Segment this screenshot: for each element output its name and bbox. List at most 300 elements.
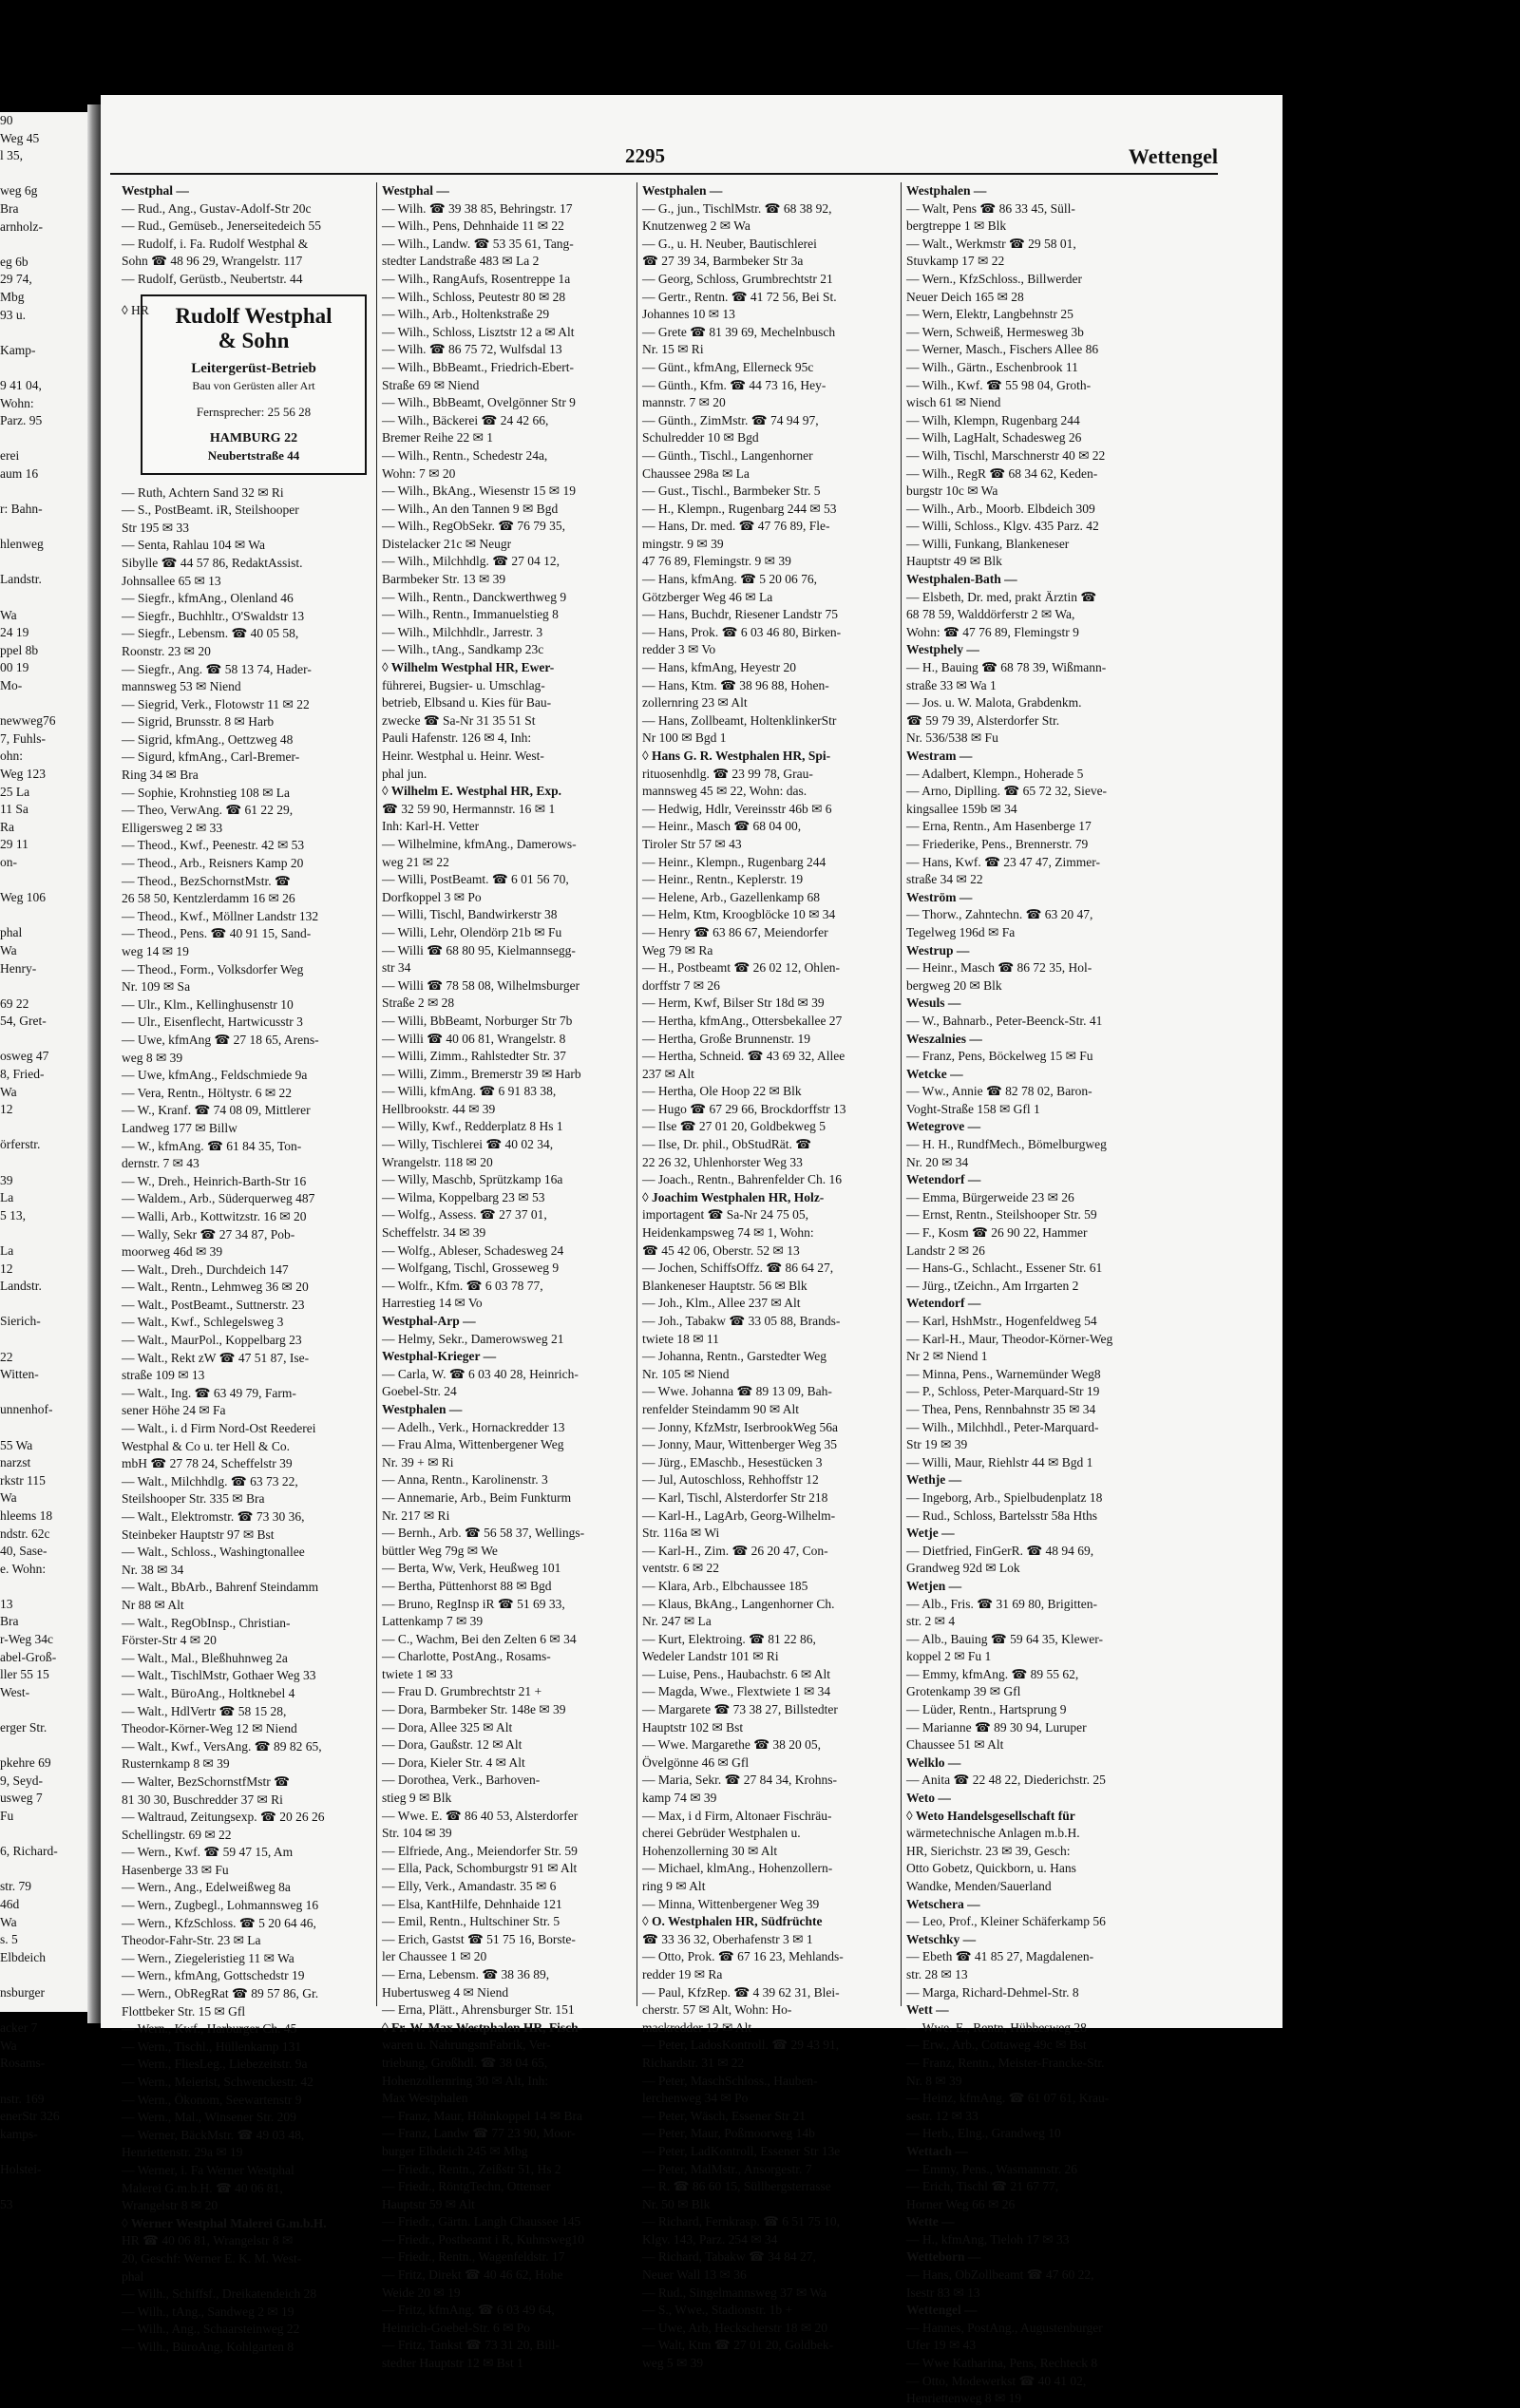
- directory-entry-line: 47 76 89, Flemingstr. 9 ✉ 39: [642, 554, 791, 569]
- directory-entry-line: — Wern., Zugbegl., Lohmannsweg 16: [122, 1898, 319, 1913]
- directory-entry-line: burgstr 10c ✉ Wa: [906, 483, 998, 499]
- directory-entry-line: waren u. NahrungsmFabrik, Ver-: [382, 2038, 551, 2053]
- directory-entry-line: Roonstr. 23 ✉ 20: [122, 643, 211, 658]
- directory-entry-line: — Hans, Ktm. ☎ 38 96 88, Hohen-: [642, 677, 829, 692]
- directory-entry-line: Westphal-Arp —: [382, 1314, 476, 1328]
- directory-entry-line: — Kurt, Elektroing. ☎ 81 22 86,: [642, 1631, 816, 1646]
- directory-entry-line: Sibylle ☎ 44 57 86, RedaktAssist.: [122, 555, 303, 570]
- directory-entry-line: [0, 1384, 87, 1402]
- directory-entry-line: r-Weg 34c: [0, 1632, 53, 1647]
- directory-entry-line: Flottbeker Str. 15 ✉ Gfl: [122, 2003, 246, 2019]
- directory-entry-line: — Erich, Gastst ☎ 51 75 16, Borste-: [382, 1931, 576, 1946]
- directory-entry-line: — Willy, Maschb, Sprützkamp 16a: [382, 1172, 563, 1187]
- directory-entry-line: ◊ O. Westphalen HR, Südfrüchte: [642, 1914, 823, 1929]
- directory-entry-line: — Walt, Ktm ☎ 27 01 20, Goldbek-: [642, 2338, 834, 2353]
- directory-entry-line: — Hertha, kfmAng., Ottersbekallee 27: [642, 1013, 843, 1028]
- directory-entry-line: — Anna, Rentn., Karolinenstr. 3: [382, 1472, 548, 1488]
- directory-entry-line: — Günt., kfmAng, Ellerneck 95c: [642, 359, 814, 374]
- directory-entry-line: pkehre 69: [0, 1755, 51, 1771]
- directory-entry-line: cherstr. 57 ✉ Alt, Wohn: Ho-: [642, 2002, 792, 2018]
- directory-entry-line: on-: [0, 854, 17, 869]
- directory-entry-line: Wohn: 7 ✉ 20: [382, 465, 456, 481]
- directory-entry-line: — Wilh., Ang., Schaarsteinweg 22: [122, 2322, 300, 2337]
- directory-entry-line: Rosams-: [0, 2056, 46, 2071]
- directory-entry-line: [0, 1331, 87, 1349]
- directory-entry-line: Heidenkampsweg 74 ✉ 1, Wohn:: [642, 1225, 814, 1241]
- directory-entry-line: — Elfriede, Ang., Meiendorfer Str. 59: [382, 1843, 578, 1858]
- directory-entry-line: ◊ Wilhelm E. Westphal HR, Exp.: [382, 784, 561, 799]
- directory-entry-line: Fu: [0, 1809, 14, 1823]
- directory-entry-line: — Senta, Rahlau 104 ✉ Wa: [122, 538, 265, 553]
- directory-entry-line: Nr. 20 ✉ 34: [906, 1154, 969, 1169]
- directory-entry-line: — Wern., Mal., Winsener Str. 209: [122, 2110, 296, 2125]
- directory-entry-line: — Hertha, Schneid. ☎ 43 69 32, Allee: [642, 1049, 846, 1064]
- directory-entry-line: — Maria, Sekr. ☎ 27 84 34, Krohns-: [642, 1773, 838, 1788]
- directory-entry-line: Klgv. 143, Parz. 254 ✉ 34: [642, 2231, 778, 2247]
- directory-entry-line: 9, Seyd-: [0, 1773, 43, 1788]
- directory-entry-line: unnenhof-: [0, 1402, 53, 1417]
- directory-entry-line: Wa: [0, 1084, 17, 1099]
- directory-entry-line: Wetschera —: [906, 1896, 980, 1911]
- directory-entry-line: — Emmy, kfmAng. ☎ 89 55 62,: [906, 1666, 1079, 1681]
- directory-entry-line: mbH ☎ 27 78 24, Scheffelstr 39: [122, 1456, 293, 1471]
- directory-entry-line: Str. 116a ✉ Wi: [642, 1526, 720, 1541]
- directory-entry-line: nstr. 169: [0, 2091, 45, 2106]
- directory-entry-line: Horner Weg 66 ✉ 26: [906, 2196, 1016, 2211]
- directory-entry-line: — Ulr., Eisenflecht, Hartwicusstr 3: [122, 1014, 303, 1030]
- directory-entry-line: 93 u.: [0, 307, 26, 322]
- directory-entry-line: [0, 589, 87, 607]
- directory-entry-line: — Wwe. Margarethe ☎ 38 20 05,: [642, 1737, 822, 1753]
- directory-entry-line: ventstr. 6 ✉ 22: [642, 1561, 720, 1576]
- directory-entry-line: — Willi, Lehr, Olendörp 21b ✉ Fu: [382, 924, 562, 939]
- directory-entry-line: Wetegrove —: [906, 1119, 981, 1134]
- directory-entry-line: Westphal —: [122, 183, 189, 198]
- directory-entry-line: [0, 483, 87, 501]
- directory-entry-line: — Georg, Schloss, Grumbrechtstr 21: [642, 271, 833, 286]
- directory-entry-line: — Ilse, Dr. phil., ObStudRät. ☎: [642, 1137, 812, 1152]
- directory-entry-line: 81 30 30, Buschredder 37 ✉ Ri: [122, 1792, 283, 1807]
- directory-entry-line: s. 5: [0, 1932, 18, 1947]
- directory-entry-line: — Emma, Bürgerweide 23 ✉ 26: [906, 1189, 1074, 1204]
- directory-entry-line: lerchenweg 34 ✉ Po: [642, 2091, 749, 2106]
- directory-entry-line: dorffstr 7 ✉ 26: [642, 977, 720, 993]
- directory-entry-line: Westphalen-Bath —: [906, 572, 1017, 587]
- directory-entry-line: — Wilh., Landw. ☎ 53 35 61, Tang-: [382, 236, 574, 251]
- directory-entry-line: eg 6b: [0, 254, 28, 269]
- directory-entry-line: Grandweg 92d ✉ Lok: [906, 1561, 1020, 1576]
- directory-entry-line: osweg 47: [0, 1049, 49, 1064]
- column-1: [122, 182, 372, 2354]
- directory-entry-line: phal: [122, 2268, 144, 2284]
- directory-entry-line: Wa: [0, 1914, 17, 1929]
- column-2: [382, 182, 633, 2371]
- directory-entry-line: hlenweg: [0, 537, 44, 552]
- directory-entry-line: rituosenhdlg. ☎ 23 99 78, Grau-: [642, 766, 813, 781]
- directory-entry-line: Knutzenweg 2 ✉ Wa: [642, 218, 750, 234]
- directory-entry-line: — Vera, Rentn., Höltystr. 6 ✉ 22: [122, 1085, 293, 1100]
- directory-entry-line: Wettach —: [906, 2143, 968, 2158]
- directory-entry-line: — Friedr., RöntgTechn, Ottenser: [382, 2179, 551, 2194]
- directory-entry-line: — Walt., Rekt zW ☎ 47 51 87, Ise-: [122, 1350, 310, 1365]
- directory-entry-line: — Hugo ☎ 67 29 66, Brockdorffstr 13: [642, 1101, 846, 1116]
- directory-entry-line: Weg 123: [0, 766, 47, 781]
- directory-entry-line: Nr. 38 ✉ 34: [122, 1562, 184, 1577]
- directory-entry-line: [0, 359, 87, 377]
- directory-entry-line: — Magda, Wwe., Flextwiete 1 ✉ 34: [642, 1684, 831, 1699]
- directory-entry-line: — Wilh., tAng., Sandkamp 23c: [382, 642, 544, 657]
- directory-entry-line: Chaussee 298a ✉ La: [642, 465, 750, 481]
- directory-entry-line: — Hans, kfmAng, Heyestr 20: [642, 660, 796, 675]
- directory-entry-line: — Paul, KfzRep. ☎ 4 39 62 31, Blei-: [642, 1984, 840, 2000]
- directory-entry-line: Str 19 ✉ 39: [906, 1437, 968, 1452]
- directory-entry-line: — Walt., Rentn., Lehmweg 36 ✉ 20: [122, 1280, 309, 1295]
- directory-entry-line: — Ella, Pack, Schomburgstr 91 ✉ Alt: [382, 1861, 578, 1876]
- directory-entry-line: weg 6g: [0, 183, 38, 199]
- directory-entry-line: Wa: [0, 1490, 17, 1506]
- directory-entry-line: Wa: [0, 607, 17, 622]
- directory-entry-line: — Leo, Prof., Kleiner Schäferkamp 56: [906, 1914, 1106, 1929]
- directory-entry-line: Ring 34 ✉ Bra: [122, 768, 199, 783]
- directory-entry-line: — Walt., TischlMstr, Gothaer Weg 33: [122, 1668, 316, 1683]
- directory-entry-line: [0, 2002, 87, 2020]
- directory-entry-line: 24 19: [0, 625, 29, 640]
- directory-entry-line: — Wilh., BkAng., Wiesenstr 15 ✉ 19: [382, 483, 576, 499]
- directory-entry-line: Hauptstr 49 ✉ Blk: [906, 554, 1002, 569]
- directory-entry-line: Hohenzollernring 30 ✉ Alt, Inh:: [382, 2073, 549, 2088]
- directory-entry-line: — Wern., Kwf. ☎ 59 47 15, Am: [122, 1845, 294, 1860]
- directory-entry-line: — Wern., Meierist, Schwenckestr. 42: [122, 2075, 314, 2089]
- directory-entry-line: [0, 2143, 87, 2161]
- directory-entry-line: — Peter, LadosKontroll. ☎ 29 43 91,: [642, 2038, 840, 2053]
- directory-entry-line: — P., Schloss, Peter-Marquard-Str 19: [906, 1384, 1100, 1399]
- directory-entry-line: Blankeneser Hauptstr. 56 ✉ Blk: [642, 1278, 808, 1293]
- column-divider: [376, 182, 377, 2006]
- directory-entry-line: Heinr. Westphal u. Heinr. West-: [382, 749, 544, 763]
- directory-entry-line: Straße 69 ✉ Niend: [382, 377, 480, 392]
- directory-entry-line: Isestr 83 ✉ 13: [906, 2285, 980, 2300]
- directory-entry-line: — Theod., BezSchornstMstr. ☎: [122, 873, 291, 888]
- directory-entry-line: ring 9 ✉ Alt: [642, 1879, 706, 1893]
- directory-entry-line: [0, 1861, 87, 1879]
- directory-entry-line: Landweg 177 ✉ Billw: [122, 1120, 238, 1135]
- directory-entry-line: 22 26 32, Uhlenhorster Weg 33: [642, 1154, 803, 1169]
- directory-entry-line: zwecke ☎ Sa-Nr 31 35 51 St: [382, 712, 536, 728]
- directory-entry-line: West-: [0, 1684, 30, 1699]
- directory-entry-line: phal: [0, 925, 23, 940]
- directory-entry-line: — Adalbert, Klempn., Hoherade 5: [906, 766, 1084, 781]
- directory-entry-line: — Theo, VerwAng. ☎ 61 22 29,: [122, 803, 294, 818]
- column-divider: [901, 182, 902, 2006]
- directory-entry-line: 69 22: [0, 995, 29, 1011]
- directory-entry-line: Neuer Deich 165 ✉ 28: [906, 289, 1024, 304]
- directory-entry-line: Bra: [0, 1614, 19, 1629]
- ad-description: Bau von Gerüsten aller Art: [192, 378, 315, 392]
- directory-entry-line: Wetteborn —: [906, 2249, 981, 2265]
- directory-entry-line: Lattenkamp 7 ✉ 39: [382, 1614, 484, 1629]
- directory-entry-line: 11 Sa: [0, 802, 28, 817]
- directory-entry-line: — Theod., Form., Volksdorfer Weg: [122, 961, 304, 976]
- running-head: Wettengel: [1128, 144, 1218, 168]
- directory-entry-line: Heinrich-Goebel-Str. 6 ✉ Po: [382, 2320, 531, 2335]
- directory-entry-line: — Jul, Autoschloss, Rehhoffstr 12: [642, 1472, 819, 1488]
- directory-entry-line: nsburger: [0, 1984, 45, 2000]
- directory-entry-line: — S., Wwe., Stadionstr. 1b +: [642, 2303, 793, 2318]
- directory-entry-line: — Friedr., Rentn., Wagenfeldstr. 17: [382, 2249, 565, 2265]
- directory-entry-line: Landstr.: [0, 1279, 42, 1294]
- directory-entry-line: — Karl, HshMstr., Hogenfeldweg 54: [906, 1314, 1097, 1328]
- directory-entry-line: ◊ Hans G. R. Westphalen HR, Spi-: [642, 749, 831, 763]
- directory-entry-line: — Theod., Arb., Reisners Kamp 20: [122, 856, 304, 871]
- directory-entry-line: — Siegfr., Ang. ☎ 58 13 74, Hader-: [122, 661, 312, 676]
- header-rule: [110, 173, 1218, 175]
- directory-entry-line: — Dora, Allee 325 ✉ Alt: [382, 1719, 513, 1735]
- directory-entry-line: [0, 1826, 87, 1844]
- directory-entry-line: — Wilh., An den Tannen 9 ✉ Bgd: [382, 501, 559, 516]
- directory-entry-line: HR ☎ 40 06 81, Wrangelstr 8 ✉: [122, 2233, 294, 2248]
- directory-entry-line: — Thea, Pens, Rennbahnstr 35 ✉ 34: [906, 1401, 1096, 1416]
- directory-entry-line: — Jonny, Maur, Wittenberger Weg 35: [642, 1437, 838, 1452]
- directory-entry-line: — Wern., KfzSchloss. ☎ 5 20 64 46,: [122, 1915, 316, 1930]
- directory-entry-line: — W., Kranf. ☎ 74 08 09, Mittlerer: [122, 1103, 311, 1118]
- directory-entry-line: — Wilh., Milchhdl., Peter-Marquard-: [906, 1419, 1099, 1434]
- directory-entry-line: — Helmy, Sekr., Damerowsweg 21: [382, 1331, 564, 1346]
- directory-entry-line: Nr. 536/538 ✉ Fu: [906, 730, 998, 746]
- column-3: [642, 182, 893, 2371]
- directory-entry-line: — Heinr., Masch ☎ 86 72 35, Hol-: [906, 960, 1092, 976]
- previous-page-edge: [0, 112, 87, 2212]
- directory-entry-line: weg 21 ✉ 22: [382, 854, 449, 869]
- directory-entry-line: mackredder 13 ✉ Alt: [642, 2019, 752, 2035]
- directory-entry-line: — Walt., Ing. ☎ 63 49 79, Farm-: [122, 1385, 296, 1400]
- directory-entry-line: Nr. 217 ✉ Ri: [382, 1507, 450, 1523]
- directory-entry-line: — Walt., Schloss., Washingtonallee: [122, 1545, 305, 1560]
- directory-entry-line: mannstr. 7 ✉ 20: [642, 395, 726, 410]
- directory-entry-line: Wa: [0, 2038, 17, 2053]
- directory-entry-line: 8, Fried-: [0, 1067, 45, 1082]
- directory-entry-line: Hohenzollerning 30 ✉ Alt: [642, 1843, 778, 1858]
- directory-entry-line: — Wolfr., Kfm. ☎ 6 03 78 77,: [382, 1278, 543, 1293]
- directory-entry-line: — Willi, kfmAng. ☎ 6 91 83 38,: [382, 1084, 557, 1099]
- directory-entry-line: — Waltraud, Zeitungsexp. ☎ 20 26 26: [122, 1810, 325, 1825]
- directory-entry-line: r: Bahn-: [0, 502, 43, 517]
- directory-entry-line: — Ingeborg, Arb., Spielbudenplatz 18: [906, 1489, 1103, 1505]
- directory-entry-line: — Willi, Funkang, Blankeneser: [906, 536, 1070, 551]
- directory-entry-line: Weszalnies —: [906, 1031, 982, 1046]
- directory-entry-line: [0, 1154, 87, 1172]
- directory-entry-line: — Wilh., Milchhdlr., Jarrestr. 3: [382, 624, 543, 639]
- directory-entry-line: Otto Gobetz, Quickborn, u. Hans: [906, 1861, 1076, 1876]
- directory-entry-line: La: [0, 1190, 14, 1205]
- directory-entry-line: — Sophie, Krohnstieg 108 ✉ La: [122, 785, 291, 800]
- directory-entry-line: ☎ 27 39 34, Barmbeker Str 3a: [642, 254, 804, 269]
- directory-entry-line: — Heinz, kfmAng. ☎ 61 07 61, Krau-: [906, 2091, 1110, 2106]
- directory-entry-line: rkstr 115: [0, 1472, 46, 1488]
- directory-entry-line: — Wwe. E. ☎ 86 40 53, Alsterdorfer: [382, 1808, 579, 1823]
- directory-entry-line: — Frau D. Grumbrechtstr 21 +: [382, 1684, 542, 1699]
- directory-entry-line: — Thorw., Zahntechn. ☎ 63 20 47,: [906, 907, 1093, 922]
- directory-entry-line: — Wern, Elektr, Langbehnstr 25: [906, 307, 1074, 322]
- directory-entry-line: — Siegfr., kfmAng., Olenland 46: [122, 591, 294, 606]
- directory-entry-line: ◊ Weto Handelsgesellschaft für: [906, 1808, 1075, 1823]
- directory-entry-line: — Emil, Rentn., Hultschiner Str. 5: [382, 1914, 560, 1929]
- directory-entry-line: — Willi, Zimm., Rahlstedter Str. 37: [382, 1049, 566, 1064]
- directory-entry-line: burger Elbdeich 245 ✉ Mbg: [382, 2143, 528, 2158]
- directory-entry-line: — Elsbeth, Dr. med, prakt Ärztin ☎: [906, 589, 1097, 604]
- directory-entry-line: — Walt., PostBeamt., Suttnerstr. 23: [122, 1297, 305, 1312]
- directory-entry-line: — Max, i d Firm, Altonaer Fischräu-: [642, 1808, 832, 1823]
- directory-entry-line: — Hans-G., Schlacht., Essener Str. 61: [906, 1261, 1103, 1276]
- directory-entry-line: Nr 88 ✉ Alt: [122, 1597, 184, 1612]
- directory-entry-line: — Wolfgang, Tischl, Grosseweg 9: [382, 1261, 560, 1276]
- directory-entry-line: — G., u. H. Neuber, Bautischlerei: [642, 236, 817, 251]
- directory-entry-line: Mo-: [0, 678, 23, 692]
- directory-entry-line: Förster-Str 4 ✉ 20: [122, 1633, 217, 1648]
- directory-entry-line: — Theod., Kwf., Peenestr. 42 ✉ 53: [122, 838, 305, 853]
- directory-entry-line: — Wern., Ökonom, Seewartenstr 9: [122, 2092, 302, 2107]
- directory-entry-line: enerStr 326: [0, 2109, 60, 2124]
- directory-entry-line: [0, 2073, 87, 2091]
- directory-entry-line: Schellingstr. 69 ✉ 22: [122, 1827, 232, 1842]
- directory-entry-line: 20, Geschf: Werner E. K. M. West-: [122, 2250, 302, 2266]
- directory-entry-line: Wa: [0, 942, 17, 958]
- directory-entry-line: Grotenkamp 39 ✉ Gfl: [906, 1684, 1021, 1699]
- directory-entry-line: — Walt., HdlVertr ☎ 58 15 28,: [122, 1703, 287, 1718]
- directory-entry-line: Wethje —: [906, 1472, 962, 1488]
- directory-entry-line: — Wwe Katharina, Pens, Rechteck 8: [906, 2356, 1098, 2371]
- directory-entry-line: — Rudolf, i. Fa. Rudolf Westphal &: [122, 236, 309, 251]
- directory-entry-line: Wetendorf —: [906, 1296, 981, 1311]
- directory-entry-line: Wrangelstr 8 ✉ 20: [122, 2198, 218, 2213]
- directory-entry-line: — Wwe. E., Rentn, Hübbesweg 28: [906, 2019, 1087, 2035]
- directory-entry-line: — Walt., Elektromstr. ☎ 73 30 36,: [122, 1509, 305, 1524]
- directory-entry-line: — Alb., Bauing ☎ 59 64 35, Klewer-: [906, 1631, 1104, 1646]
- directory-entry-line: — Walter, BezSchornstfMstr ☎: [122, 1773, 290, 1789]
- directory-entry-line: [0, 430, 87, 448]
- directory-entry-line: bergtreppe 1 ✉ Blk: [906, 218, 1007, 234]
- directory-entry-line: 29 74,: [0, 272, 32, 287]
- directory-entry-line: — Heinr., Rentn., Keplerstr. 19: [642, 872, 804, 887]
- directory-entry-line: Landstr 2 ✉ 26: [906, 1242, 985, 1258]
- directory-entry-line: Nr. 109 ✉ Sa: [122, 979, 191, 995]
- column-4: [906, 182, 1157, 2406]
- ad-subtitle: Leitergerüst-Betrieb: [191, 360, 316, 376]
- directory-entry-line: — Wern., KfzSchloss., Billwerder: [906, 271, 1083, 286]
- directory-entry-line: stedter Landstraße 483 ✉ La 2: [382, 254, 540, 269]
- directory-entry-line: — Wilh., Schiffsf., Dreikatendeich 28: [122, 2286, 317, 2302]
- directory-entry-line: kamps-: [0, 2126, 38, 2141]
- directory-entry-line: ☎ 33 36 32, Oberhafenstr 3 ✉ 1: [642, 1931, 813, 1946]
- directory-entry-line: — Wern, Schweiß, Hermesweg 3b: [906, 324, 1084, 339]
- directory-entry-line: HR, Sierichstr. 23 ✉ 39, Gesch:: [906, 1843, 1071, 1858]
- directory-entry-line: — Wilma, Koppelbarg 23 ✉ 53: [382, 1189, 545, 1204]
- directory-entry-line: — Willi, Maur, Riehlstr 44 ✉ Bgd 1: [906, 1454, 1093, 1469]
- directory-entry-line: — Walt., BüroAng., Holtknebel 4: [122, 1685, 295, 1700]
- directory-entry-line: — R. ☎ 86 60 15, Süllbergsterrasse: [642, 2179, 831, 2194]
- directory-entry-line: Wette —: [906, 2214, 955, 2229]
- directory-entry-line: Scheffelstr. 34 ✉ 39: [382, 1225, 486, 1241]
- directory-entry-line: Distelacker 21c ✉ Neugr: [382, 536, 512, 551]
- directory-entry-line: — Minna, Pens., Warnemünder Weg8: [906, 1366, 1101, 1381]
- directory-entry-line: — Walt., i. d Firm Nord-Ost Reederei: [122, 1421, 316, 1436]
- directory-entry-line: — Günth., ZimMstr. ☎ 74 94 97,: [642, 412, 819, 427]
- directory-entry-line: La: [0, 1243, 14, 1258]
- directory-entry-line: Landstr.: [0, 572, 42, 587]
- directory-entry-line: — Hedwig, Hdlr, Vereinsstr 46b ✉ 6: [642, 801, 832, 816]
- directory-entry-line: [0, 1737, 87, 1755]
- directory-entry-line: 68 78 59, Walddörferstr 2 ✉ Wa,: [906, 607, 1075, 622]
- directory-entry-line: — Günth., Kfm. ☎ 44 73 16, Hey-: [642, 377, 826, 392]
- ad-title-line-1: Rudolf Westphal: [175, 303, 332, 328]
- directory-entry-line: Barmbeker Str. 13 ✉ 39: [382, 572, 506, 587]
- directory-entry-line: — Bertha, Püttenhorst 88 ✉ Bgd: [382, 1578, 552, 1593]
- directory-entry-line: — Helene, Arb., Gazellenkamp 68: [642, 889, 821, 904]
- directory-entry-line: — Wilh., Rentn., Danckwerthweg 9: [382, 589, 567, 604]
- directory-entry-line: Parz. 95: [0, 413, 43, 428]
- directory-entry-line: — Franz, Maur, Höhnkoppel 14 ✉ Bra: [382, 2108, 582, 2123]
- directory-entry-line: Steilshooper Str. 335 ✉ Bra: [122, 1491, 265, 1507]
- directory-entry-line: — Hertha, Große Brunnenstr. 19: [642, 1031, 810, 1046]
- directory-entry-line: [0, 324, 87, 342]
- directory-entry-line: 90: [0, 113, 13, 127]
- directory-entry-line: Str. 104 ✉ 39: [382, 1826, 452, 1841]
- directory-entry-line: — Fritz, Tankst ☎ 73 31 20, Bill-: [382, 2338, 560, 2353]
- directory-entry-line: — S., PostBeamt. iR, Steilshooper: [122, 502, 299, 518]
- column-divider: [636, 182, 637, 2006]
- directory-entry-line: — H., Klempn., Rugenbarg 244 ✉ 53: [642, 501, 837, 516]
- directory-entry-line: — Annemarie, Arb., Beim Funkturm: [382, 1489, 572, 1505]
- directory-entry-line: Schulredder 10 ✉ Bgd: [642, 430, 759, 446]
- directory-entry-line: — Wilh., Milchhdlg. ☎ 27 04 12,: [382, 554, 560, 569]
- directory-entry-line: Theodor-Körner-Weg 12 ✉ Niend: [122, 1721, 297, 1736]
- directory-entry-line: redder 3 ✉ Vo: [642, 642, 716, 657]
- directory-entry-line: — H., Postbeamt ☎ 26 02 12, Ohlen-: [642, 960, 841, 976]
- directory-entry-line: — Adelh., Verk., Hornackredder 13: [382, 1419, 565, 1434]
- directory-entry-line: [0, 1031, 87, 1049]
- directory-entry-line: Weg 45: [0, 130, 40, 145]
- directory-entry-line: erei: [0, 448, 20, 464]
- directory-entry-line: — Fritz, Direkt ☎ 40 46 62, Hohe: [382, 2267, 563, 2283]
- directory-entry-line: ppel 8b: [0, 642, 39, 657]
- directory-entry-line: dernstr. 7 ✉ 43: [122, 1156, 200, 1171]
- directory-entry-line: 00 19: [0, 660, 29, 675]
- directory-entry-line: [0, 1578, 87, 1596]
- directory-entry-line: sener Höhe 24 ✉ Fa: [122, 1403, 226, 1418]
- directory-entry-line: — Emmy, Pens., Wasmannstr. 26: [906, 2161, 1078, 2176]
- directory-entry-line: — Wilh., BbBeamt, Ovelgönner Str 9: [382, 395, 576, 410]
- directory-entry-line: — Ernst, Rentn., Steilshooper Str. 59: [906, 1207, 1097, 1223]
- directory-entry-line: — Sigrid, Brunsstr. 8 ✉ Harb: [122, 714, 275, 730]
- directory-entry-line: — Erna, Rentn., Am Hasenberge 17: [906, 819, 1092, 834]
- directory-entry-line: — Hans, Zollbeamt, HoltenklinkerStr: [642, 712, 837, 728]
- directory-entry-line: — Walt, Pens ☎ 86 33 45, Süll-: [906, 200, 1075, 216]
- directory-entry-line: [0, 519, 87, 537]
- directory-entry-line: Neuer Wall 13 ✉ 36: [642, 2267, 747, 2283]
- directory-entry-line: redder 19 ✉ Ra: [642, 1966, 723, 1981]
- directory-entry-line: Wandke, Menden/Sauerland: [906, 1879, 1052, 1893]
- directory-entry-line: — Marianne ☎ 89 30 94, Luruper: [906, 1719, 1087, 1735]
- directory-entry-line: — W., kfmAng. ☎ 61 84 35, Ton-: [122, 1138, 302, 1153]
- directory-entry-line: straße 33 ✉ Wa 1: [906, 677, 997, 692]
- directory-entry-line: — Hans, ObZollbeamt ☎ 47 60 22,: [906, 2267, 1094, 2283]
- directory-entry-line: — Peter, Maur, Poßmoorweg 14b: [642, 2126, 815, 2141]
- directory-entry-line: — Henry ☎ 63 86 67, Meiendorfer: [642, 924, 828, 939]
- directory-entry-line: — Sigurd, kfmAng., Carl-Bremer-: [122, 749, 300, 765]
- directory-entry-line: — Wolfg., Ableser, Schadesweg 24: [382, 1242, 564, 1258]
- directory-entry-line: Weg 79 ✉ Ra: [642, 942, 713, 958]
- directory-entry-line: ◊ Wilhelm Westphal HR, Ewer-: [382, 660, 555, 675]
- directory-entry-line: — Dietfried, FinGerR. ☎ 48 94 69,: [906, 1543, 1094, 1558]
